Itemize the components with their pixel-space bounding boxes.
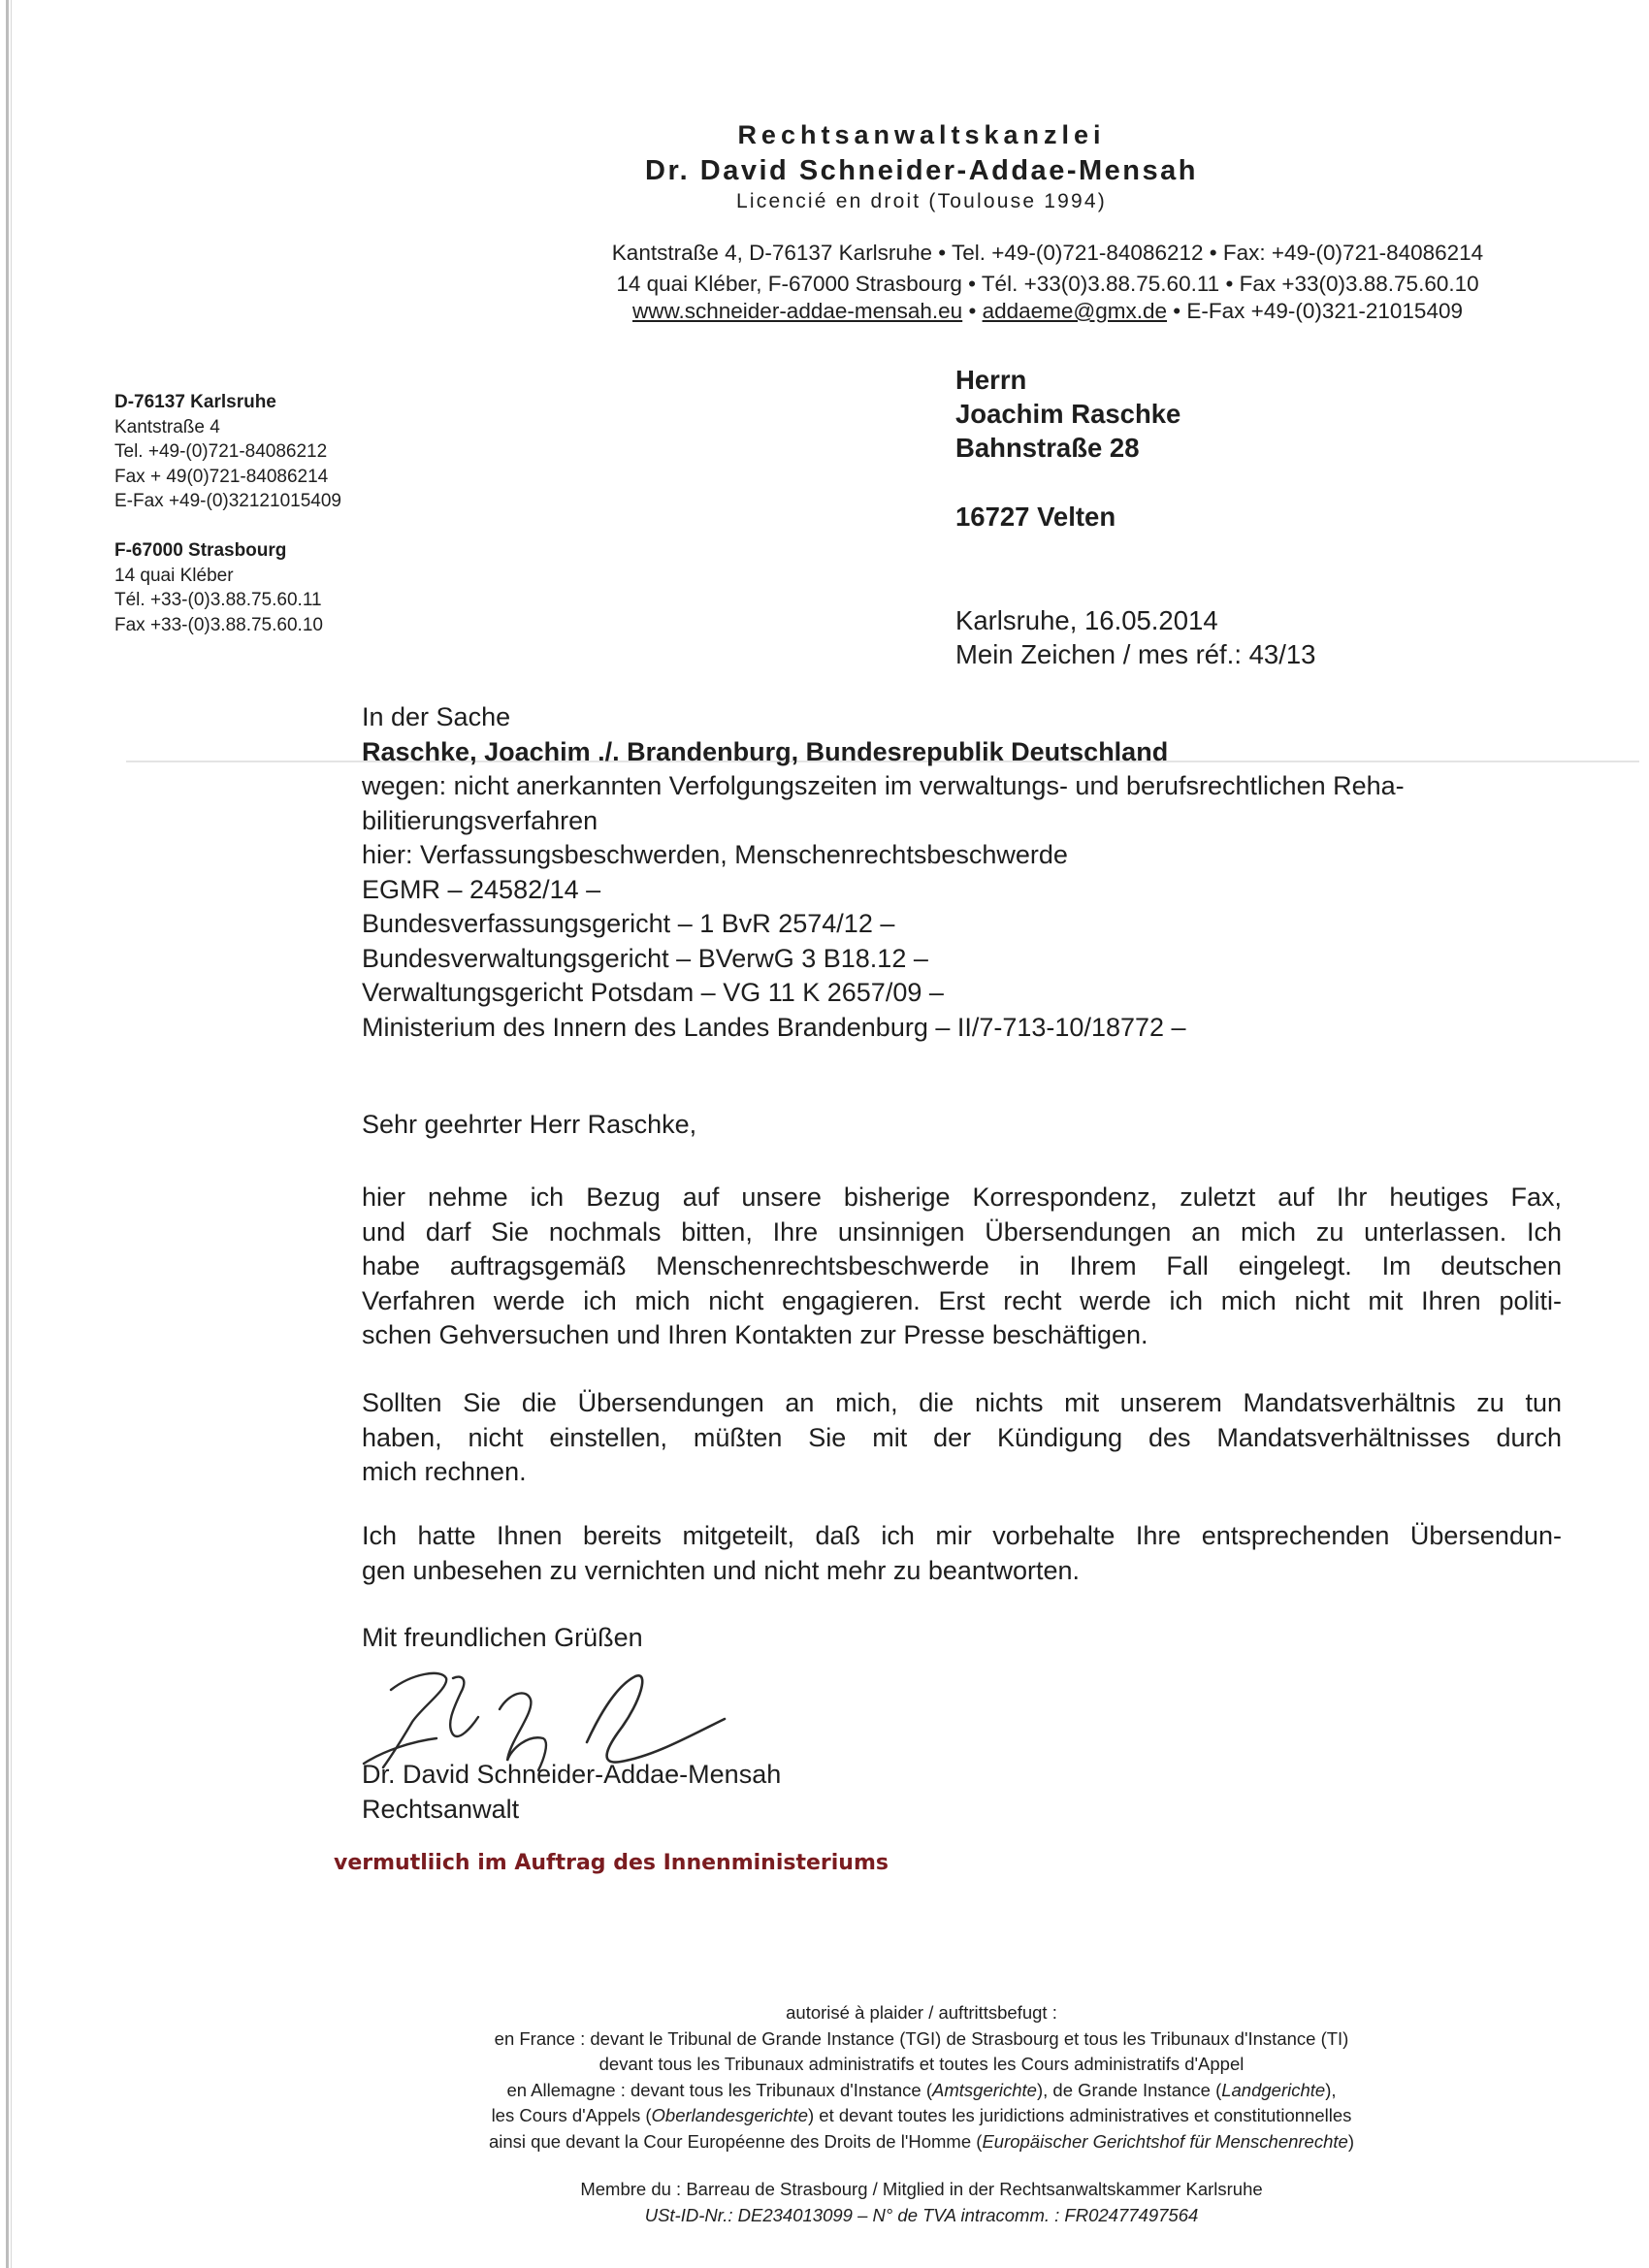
case-ref-ministry: Ministerium des Innern des Landes Brandenburg – II/7-713-10/18772 – — [362, 1012, 1186, 1042]
letter-date: Karlsruhe, 16.05.2014 — [955, 605, 1218, 635]
footer-authorised: autorisé à plaider / auftrittsbefugt : — [786, 2002, 1057, 2023]
efax-number: • E-Fax +49-(0)321-21015409 — [1167, 299, 1463, 323]
paragraph-line: und darf Sie nochmals bitten, Ihre unsinnigen Übersendungen an mich zu unterlassen. Ich — [362, 1216, 1562, 1247]
signer-block — [362, 1758, 1562, 1827]
signer-title: Rechtsanwalt — [362, 1794, 520, 1824]
letterhead-address-strasbourg: 14 quai Kléber, F-67000 Strasbourg • Tél. +33(0)3.88.75.60.11 • Fax +33(0)3.88.75.60.10 — [616, 272, 1479, 296]
paragraph-2 — [362, 1386, 1562, 1490]
paragraph-line: schen Gehversuchen und Ihren Kontakten zur Presse beschäftigen. — [362, 1320, 1148, 1349]
sidebar-fax: Fax + 49(0)721-84086214 — [114, 466, 329, 487]
paragraph-1 — [362, 1181, 1562, 1353]
letter-closing: Mit freundlichen Grüßen — [362, 1623, 643, 1652]
footer-vat — [194, 2203, 1649, 2229]
scan-edge-inner — [11, 0, 12, 2268]
footer-italic: Europäischer Gerichtshof für Menschenrechte — [982, 2130, 1348, 2152]
footer-membership — [0, 2177, 1649, 2228]
case-ref-vg-potsdam: Verwaltungsgericht Potsdam – VG 11 K 2657/09 – — [362, 978, 944, 1007]
signer-name: Dr. David Schneider-Addae-Mensah — [362, 1760, 782, 1789]
footer-germany-line3 — [194, 2129, 1649, 2155]
email-link[interactable]: addaeme@gmx.de — [982, 299, 1168, 323]
subject-block — [362, 700, 1562, 1045]
footer-text: ) et devant toutes les juridictions administratives et constitutionnelles — [808, 2105, 1352, 2125]
sidebar-tel: Tel. +49-(0)721-84086212 — [114, 441, 328, 462]
sidebar-street: 14 quai Kléber — [114, 565, 234, 586]
subject-because-line1: wegen: nicht anerkannten Verfolgungszeiten im verwaltungs- und berufsrechtlichen Reha- — [362, 771, 1405, 800]
website-link[interactable]: www.schneider-addae-mensah.eu — [632, 299, 963, 323]
sidebar-karlsruhe — [114, 390, 341, 514]
footer-member: Membre du : Barreau de Strasbourg / Mitglied in der Rechtsanwaltskammer Karlsruhe — [580, 2179, 1263, 2199]
letter-reference: Mein Zeichen / mes réf.: 43/13 — [955, 639, 1316, 669]
footer-text: ), de Grande Instance ( — [1036, 2079, 1222, 2100]
annotation-note: vermutliich im Auftrag des Innenministeriums — [334, 1851, 889, 1875]
sidebar-fax: Fax +33-(0)3.88.75.60.10 — [114, 614, 323, 635]
scan-edge — [6, 0, 9, 2268]
recipient-name: Joachim Raschke — [955, 399, 1181, 429]
footer-france-line2: devant tous les Tribunaux administratifs et toutes les Cours administratifs d'Appel — [598, 2054, 1245, 2074]
footer-text: ), — [1325, 2079, 1337, 2100]
paragraph-3 — [362, 1519, 1562, 1588]
recipient-street: Bahnstraße 28 — [955, 433, 1140, 463]
paragraph-line: hier nehme ich Bezug auf unsere bisherige Korrespondenz, zuletzt auf Ihr heutiges Fax, — [362, 1183, 1562, 1212]
sidebar-city: F-67000 Strasbourg — [114, 540, 287, 561]
paragraph-line: Verfahren werde ich mich nicht engagieren. Erst recht werde ich mich nicht mit Ihren politi- — [362, 1285, 1562, 1315]
subject-intro: In der Sache — [362, 702, 511, 731]
case-ref-bverwg: Bundesverwaltungsgericht – BVerwG 3 B18.12 – — [362, 943, 928, 973]
sidebar-strasbourg — [114, 538, 323, 637]
letterhead-address-karlsruhe: Kantstraße 4, D-76137 Karlsruhe • Tel. +49-(0)721-84086212 • Fax: +49-(0)721-84086214 — [611, 241, 1484, 265]
recipient-salutation: Herrn — [955, 365, 1027, 395]
sidebar-efax: E-Fax +49-(0)32121015409 — [114, 491, 341, 511]
paragraph-line: Sollten Sie die Übersendungen an mich, die nichts mit unserem Mandatsverhältnis zu tun — [362, 1388, 1562, 1417]
letterhead-name: Dr. David Schneider-Addae-Mensah — [645, 155, 1198, 186]
footer-text: en Allemagne : devant tous les Tribunaux d'Instance ( — [506, 2079, 933, 2100]
sidebar-city: D-76137 Karlsruhe — [114, 392, 276, 412]
footer-italic: Amtsgerichte — [932, 2079, 1037, 2100]
paragraph-line: haben, nicht einstellen, müßten Sie mit der Kündigung des Mandatsverhältnisses durch — [362, 1422, 1562, 1452]
sidebar-street: Kantstraße 4 — [114, 416, 220, 437]
date-reference-block — [955, 603, 1315, 671]
letterhead-contact — [0, 299, 1649, 324]
letter-salutation: Sehr geehrter Herr Raschke, — [362, 1110, 697, 1139]
recipient-block — [955, 363, 1180, 465]
footer-text: ) — [1347, 2130, 1354, 2152]
letterhead-firm: Rechtsanwaltskanzlei — [737, 120, 1106, 149]
footer-text: ainsi que devant la Cour Européenne des Droits de l'Homme ( — [488, 2130, 983, 2152]
footer-germany-line1 — [194, 2078, 1649, 2104]
paragraph-line: mich rechnen. — [362, 1457, 527, 1486]
recipient-city: 16727 Velten — [955, 502, 1116, 532]
paragraph-line: habe auftragsgemäß Menschenrechtsbeschwerde in Ihrem Fall eingelegt. Im deutschen — [362, 1251, 1562, 1280]
footer-text: les Cours d'Appels ( — [491, 2105, 652, 2125]
footer-italic: Landgerichte — [1221, 2079, 1326, 2100]
subject-because-line2: bilitierungsverfahren — [362, 805, 598, 835]
case-ref-egmr: EGMR – 24582/14 – — [362, 874, 601, 904]
footer-france-line1: en France : devant le Tribunal de Grande Instance (TGI) de Strasbourg et tous les Tribunaux d'Instance (TI) — [494, 2027, 1349, 2049]
subject-parties: Raschke, Joachim ./. Brandenburg, Bundesrepublik Deutschland — [362, 736, 1169, 766]
sidebar-tel: Tél. +33-(0)3.88.75.60.11 — [114, 590, 322, 610]
subject-here: hier: Verfassungsbeschwerden, Menschenrechtsbeschwerde — [362, 840, 1068, 869]
footer-italic: Oberlandesgerichte — [651, 2105, 808, 2125]
footer-vat-text: USt-ID-Nr.: DE234013099 – N° de TVA intracomm. : FR02477497564 — [644, 2204, 1199, 2225]
separator: • — [962, 299, 983, 323]
case-ref-bverfg: Bundesverfassungsgericht – 1 BvR 2574/12 – — [362, 909, 895, 938]
footer-authorisation — [0, 2000, 1649, 2155]
letterhead-licence: Licencié en droit (Toulouse 1994) — [736, 190, 1107, 212]
paragraph-line: Ich hatte Ihnen bereits mitgeteilt, daß ich mir vorbehalte Ihre entsprechenden Übersendun- — [362, 1521, 1562, 1550]
footer-germany-line2 — [194, 2103, 1649, 2129]
paragraph-line: gen unbesehen zu vernichten und nicht mehr zu beantworten. — [362, 1555, 1080, 1585]
